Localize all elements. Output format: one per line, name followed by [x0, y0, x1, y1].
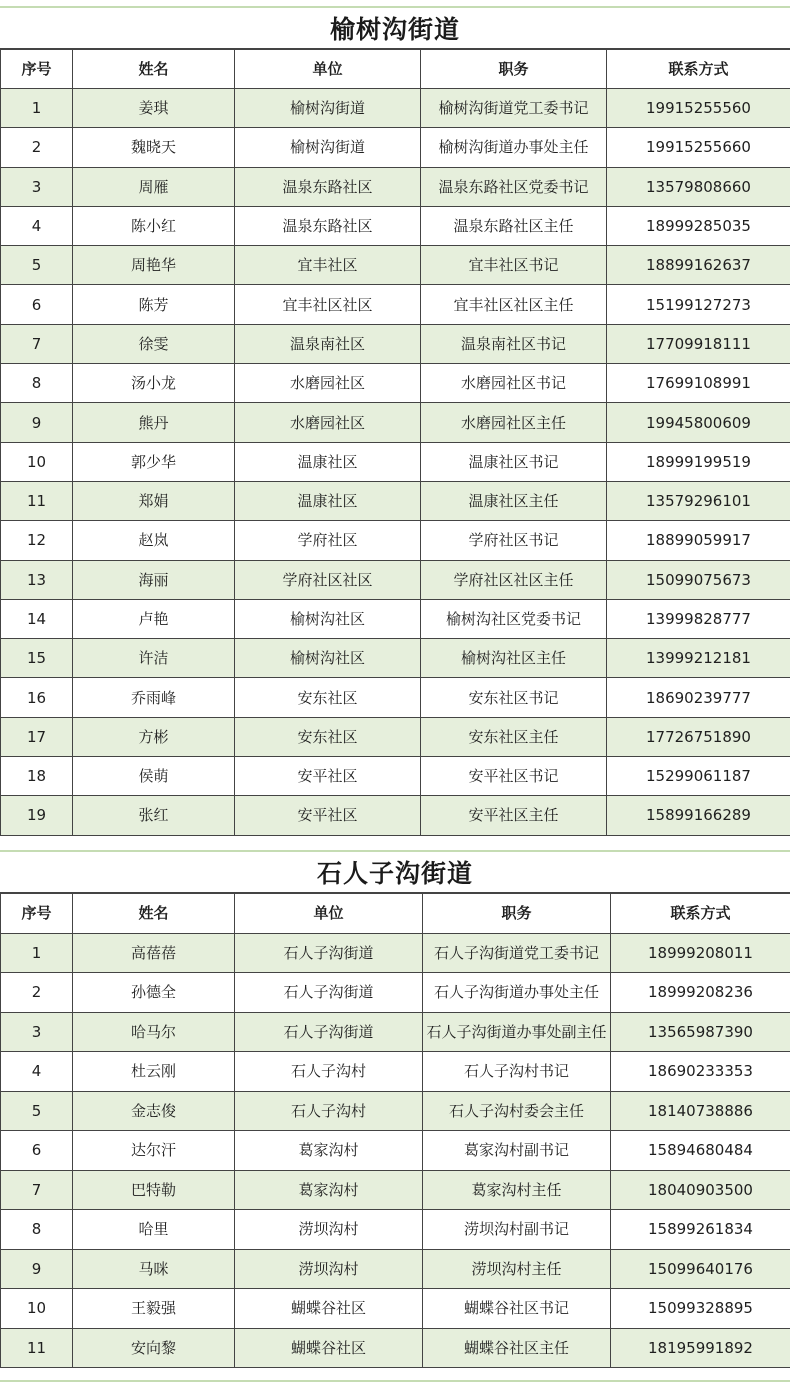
cell-name: 金志俊	[73, 1091, 235, 1131]
cell-unit: 榆树沟社区	[235, 599, 421, 638]
cell-position: 榆树沟街道党工委书记	[421, 89, 607, 128]
cell-name: 孙德全	[73, 973, 235, 1013]
table-row	[1, 560, 790, 599]
cell-name: 侯萌	[73, 757, 235, 796]
header-index: 序号	[1, 50, 73, 89]
cell-unit: 榆树沟街道	[235, 89, 421, 128]
cell-contact: 18690233353	[611, 1052, 790, 1092]
cell-index: 11	[1, 1328, 73, 1368]
section-title: 石人子沟街道	[316, 859, 473, 888]
table-row	[1, 599, 790, 638]
table-row	[1, 1210, 790, 1250]
cell-position: 温泉南社区书记	[421, 324, 607, 363]
cell-index: 8	[1, 1210, 73, 1250]
cell-name: 哈马尔	[73, 1012, 235, 1052]
cell-name: 卢艳	[73, 599, 235, 638]
cell-contact: 13565987390	[611, 1012, 790, 1052]
cell-name: 汤小龙	[73, 364, 235, 403]
cell-index: 10	[1, 442, 73, 481]
cell-position: 温泉东路社区主任	[421, 206, 607, 245]
cell-name: 赵岚	[73, 521, 235, 560]
cell-unit: 宜丰社区社区	[235, 285, 421, 324]
cell-contact: 15299061187	[607, 757, 790, 796]
cell-name: 巴特勒	[73, 1170, 235, 1210]
header-index: 序号	[1, 894, 73, 934]
cell-index: 15	[1, 639, 73, 678]
cell-index: 9	[1, 1249, 73, 1289]
cell-index: 14	[1, 599, 73, 638]
bottom-divider	[0, 1380, 790, 1382]
cell-index: 18	[1, 757, 73, 796]
cell-index: 5	[1, 1091, 73, 1131]
cell-contact: 18999208236	[611, 973, 790, 1013]
cell-unit: 水磨园社区	[235, 364, 421, 403]
cell-index: 16	[1, 678, 73, 717]
cell-unit: 安平社区	[235, 757, 421, 796]
cell-contact: 15894680484	[611, 1131, 790, 1171]
cell-index: 2	[1, 973, 73, 1013]
cell-contact: 15899166289	[607, 796, 790, 835]
cell-index: 4	[1, 1052, 73, 1092]
table-row	[1, 481, 790, 520]
cell-contact: 17726751890	[607, 717, 790, 756]
cell-contact: 17699108991	[607, 364, 790, 403]
table-row	[1, 1091, 790, 1131]
table-row	[1, 1170, 790, 1210]
table-row	[1, 285, 790, 324]
cell-index: 7	[1, 1170, 73, 1210]
header-position: 职务	[423, 894, 611, 934]
cell-unit: 温泉南社区	[235, 324, 421, 363]
cell-contact: 13999212181	[607, 639, 790, 678]
cell-unit: 水磨园社区	[235, 403, 421, 442]
cell-contact: 18140738886	[611, 1091, 790, 1131]
cell-name: 熊丹	[73, 403, 235, 442]
cell-unit: 涝坝沟村	[235, 1249, 423, 1289]
cell-index: 11	[1, 481, 73, 520]
cell-position: 石人子沟村委会主任	[423, 1091, 611, 1131]
cell-unit: 蝴蝶谷社区	[235, 1328, 423, 1368]
section-yushugou	[0, 6, 790, 836]
cell-contact: 18690239777	[607, 678, 790, 717]
cell-name: 乔雨峰	[73, 678, 235, 717]
cell-name: 王毅强	[73, 1289, 235, 1329]
table-row	[1, 167, 790, 206]
cell-unit: 安东社区	[235, 717, 421, 756]
cell-unit: 石人子沟街道	[235, 933, 423, 973]
cell-position: 榆树沟社区主任	[421, 639, 607, 678]
cell-position: 石人子沟街道办事处主任	[423, 973, 611, 1013]
header-unit: 单位	[235, 894, 423, 934]
table-header-row	[1, 894, 790, 934]
cell-name: 高蓓蓓	[73, 933, 235, 973]
cell-position: 安平社区书记	[421, 757, 607, 796]
cell-position: 水磨园社区书记	[421, 364, 607, 403]
table-row	[1, 89, 790, 128]
cell-unit: 葛家沟村	[235, 1170, 423, 1210]
cell-index: 8	[1, 364, 73, 403]
cell-index: 10	[1, 1289, 73, 1329]
cell-name: 陈芳	[73, 285, 235, 324]
cell-position: 温康社区书记	[421, 442, 607, 481]
section-title: 榆树沟街道	[329, 15, 460, 44]
table-row	[1, 206, 790, 245]
cell-position: 温康社区主任	[421, 481, 607, 520]
cell-index: 6	[1, 1131, 73, 1171]
cell-unit: 涝坝沟村	[235, 1210, 423, 1250]
cell-index: 6	[1, 285, 73, 324]
cell-contact: 13999828777	[607, 599, 790, 638]
header-name: 姓名	[73, 50, 235, 89]
cell-index: 3	[1, 167, 73, 206]
cell-contact: 17709918111	[607, 324, 790, 363]
cell-name: 许洁	[73, 639, 235, 678]
cell-contact: 19915255560	[607, 89, 790, 128]
table-row	[1, 403, 790, 442]
cell-name: 达尔汗	[73, 1131, 235, 1171]
cell-name: 周艳华	[73, 246, 235, 285]
cell-position: 宜丰社区书记	[421, 246, 607, 285]
table-row	[1, 639, 790, 678]
header-position: 职务	[421, 50, 607, 89]
cell-index: 1	[1, 89, 73, 128]
header-unit: 单位	[235, 50, 421, 89]
table-row	[1, 1289, 790, 1329]
cell-index: 19	[1, 796, 73, 835]
cell-name: 张红	[73, 796, 235, 835]
cell-contact: 13579808660	[607, 167, 790, 206]
cell-name: 郑娟	[73, 481, 235, 520]
cell-contact: 18999285035	[607, 206, 790, 245]
cell-unit: 安平社区	[235, 796, 421, 835]
cell-position: 石人子沟街道党工委书记	[423, 933, 611, 973]
cell-position: 安东社区书记	[421, 678, 607, 717]
cell-position: 葛家沟村副书记	[423, 1131, 611, 1171]
cell-unit: 榆树沟社区	[235, 639, 421, 678]
table-row	[1, 128, 790, 167]
cell-unit: 葛家沟村	[235, 1131, 423, 1171]
table-row	[1, 1052, 790, 1092]
section-shirenzigou	[0, 850, 790, 1368]
cell-name: 海丽	[73, 560, 235, 599]
cell-unit: 宜丰社区	[235, 246, 421, 285]
cell-position: 宜丰社区社区主任	[421, 285, 607, 324]
cell-position: 石人子沟村书记	[423, 1052, 611, 1092]
cell-contact: 15099328895	[611, 1289, 790, 1329]
cell-unit: 石人子沟村	[235, 1091, 423, 1131]
table-header-row	[1, 50, 790, 89]
header-contact: 联系方式	[607, 50, 790, 89]
table-row	[1, 324, 790, 363]
cell-position: 蝴蝶谷社区书记	[423, 1289, 611, 1329]
cell-unit: 石人子沟街道	[235, 1012, 423, 1052]
cell-name: 徐雯	[73, 324, 235, 363]
cell-unit: 石人子沟村	[235, 1052, 423, 1092]
cell-contact: 15199127273	[607, 285, 790, 324]
cell-contact: 18195991892	[611, 1328, 790, 1368]
cell-contact: 19915255660	[607, 128, 790, 167]
cell-contact: 15099075673	[607, 560, 790, 599]
cell-unit: 蝴蝶谷社区	[235, 1289, 423, 1329]
cell-position: 学府社区社区主任	[421, 560, 607, 599]
cell-unit: 温康社区	[235, 481, 421, 520]
cell-position: 涝坝沟村副书记	[423, 1210, 611, 1250]
cell-contact: 18999208011	[611, 933, 790, 973]
cell-index: 2	[1, 128, 73, 167]
cell-index: 13	[1, 560, 73, 599]
cell-name: 杜云刚	[73, 1052, 235, 1092]
cell-unit: 榆树沟街道	[235, 128, 421, 167]
cell-unit: 学府社区社区	[235, 560, 421, 599]
cell-position: 石人子沟街道办事处副主任	[423, 1012, 611, 1052]
cell-name: 方彬	[73, 717, 235, 756]
table-row	[1, 1012, 790, 1052]
cell-contact: 13579296101	[607, 481, 790, 520]
cell-name: 郭少华	[73, 442, 235, 481]
cell-name: 哈里	[73, 1210, 235, 1250]
table-row	[1, 1328, 790, 1368]
section-title-bar	[0, 6, 790, 49]
table-row	[1, 246, 790, 285]
cell-position: 学府社区书记	[421, 521, 607, 560]
header-name: 姓名	[73, 894, 235, 934]
table-row	[1, 678, 790, 717]
header-contact: 联系方式	[611, 894, 790, 934]
table-row	[1, 796, 790, 835]
cell-index: 9	[1, 403, 73, 442]
cell-contact: 15099640176	[611, 1249, 790, 1289]
cell-unit: 温泉东路社区	[235, 167, 421, 206]
table-row	[1, 1249, 790, 1289]
table-row	[1, 757, 790, 796]
cell-position: 葛家沟村主任	[423, 1170, 611, 1210]
cell-contact: 18899162637	[607, 246, 790, 285]
table-row	[1, 521, 790, 560]
cell-index: 3	[1, 1012, 73, 1052]
cell-name: 马咪	[73, 1249, 235, 1289]
cell-contact: 18040903500	[611, 1170, 790, 1210]
cell-position: 涝坝沟村主任	[423, 1249, 611, 1289]
cell-unit: 温康社区	[235, 442, 421, 481]
cell-unit: 石人子沟街道	[235, 973, 423, 1013]
cell-index: 17	[1, 717, 73, 756]
table-row	[1, 717, 790, 756]
cell-unit: 安东社区	[235, 678, 421, 717]
cell-index: 7	[1, 324, 73, 363]
table-row	[1, 973, 790, 1013]
cell-contact: 19945800609	[607, 403, 790, 442]
cell-position: 水磨园社区主任	[421, 403, 607, 442]
table-row	[1, 933, 790, 973]
cell-index: 12	[1, 521, 73, 560]
cell-name: 陈小红	[73, 206, 235, 245]
contact-table	[0, 49, 790, 836]
cell-unit: 学府社区	[235, 521, 421, 560]
cell-name: 魏晓天	[73, 128, 235, 167]
cell-index: 4	[1, 206, 73, 245]
table-row	[1, 1131, 790, 1171]
table-row	[1, 442, 790, 481]
cell-index: 1	[1, 933, 73, 973]
cell-position: 安平社区主任	[421, 796, 607, 835]
cell-position: 安东社区主任	[421, 717, 607, 756]
table-row	[1, 364, 790, 403]
section-title-bar	[0, 850, 790, 893]
cell-position: 蝴蝶谷社区主任	[423, 1328, 611, 1368]
cell-position: 榆树沟街道办事处主任	[421, 128, 607, 167]
cell-unit: 温泉东路社区	[235, 206, 421, 245]
contact-table	[0, 893, 790, 1368]
cell-position: 榆树沟社区党委书记	[421, 599, 607, 638]
cell-name: 周雁	[73, 167, 235, 206]
cell-position: 温泉东路社区党委书记	[421, 167, 607, 206]
cell-contact: 15899261834	[611, 1210, 790, 1250]
cell-name: 安向黎	[73, 1328, 235, 1368]
cell-name: 姜琪	[73, 89, 235, 128]
cell-index: 5	[1, 246, 73, 285]
cell-contact: 18899059917	[607, 521, 790, 560]
cell-contact: 18999199519	[607, 442, 790, 481]
